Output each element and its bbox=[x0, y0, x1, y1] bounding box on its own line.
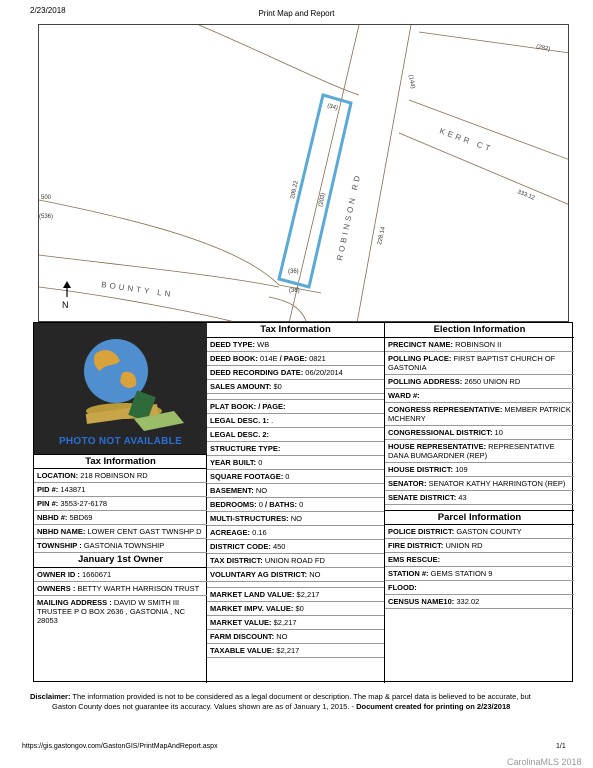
pin-row: PIN #: 3553-27-6178 bbox=[34, 497, 207, 511]
structure-type-row: STRUCTURE TYPE: bbox=[207, 442, 384, 456]
north-arrow-icon bbox=[63, 281, 71, 288]
globe-icon bbox=[34, 323, 207, 454]
north-label: N bbox=[62, 300, 69, 310]
acreage-row: ACREAGE: 0.16 bbox=[207, 526, 384, 540]
mailing-address-row: MAILING ADDRESS : DAVID W SMITH III TRUSTEE P O BOX 2636 , GASTONIA , NC 28053 bbox=[37, 598, 186, 625]
pid-row: PID #: 143871 bbox=[34, 483, 207, 497]
congress-district-row: CONGRESSIONAL DISTRICT: 10 bbox=[385, 426, 574, 440]
map-canvas bbox=[39, 25, 569, 322]
map-label: 209.22 bbox=[290, 180, 300, 200]
road-line bbox=[39, 200, 279, 285]
road-line bbox=[199, 25, 359, 95]
map-label: 228.14 bbox=[377, 226, 387, 246]
deed-type-row: DEED TYPE: WB bbox=[207, 338, 384, 352]
map-label: (36) bbox=[289, 288, 300, 294]
ems-rescue-row: EMS RESCUE: bbox=[385, 553, 574, 567]
map-label: 333.12 bbox=[516, 189, 536, 202]
owner-title: January 1st Owner bbox=[34, 553, 207, 568]
street-label-kerr-ct: KERR CT bbox=[438, 126, 495, 155]
basement-row: BASEMENT: NO bbox=[207, 484, 384, 498]
tax-info-title-left: Tax Information bbox=[34, 454, 207, 469]
map-label: (144) bbox=[407, 74, 416, 90]
bedrooms-row: BEDROOMS: 0 / BATHS: 0 bbox=[207, 498, 384, 512]
disclaimer bbox=[30, 692, 570, 712]
nbhd-name-row: NBHD NAME: LOWER CENT GAST TWNSHP D bbox=[34, 525, 207, 539]
market-land-row: MARKET LAND VALUE: $2,217 bbox=[207, 587, 384, 602]
multi-structures-row: MULTI-STRUCTURES: NO bbox=[207, 512, 384, 526]
document-created-text: Document created for printing on 2/23/2018 bbox=[356, 702, 511, 711]
market-impv-row: MARKET IMPV. VALUE: $0 bbox=[207, 602, 384, 616]
taxable-value-row: TAXABLE VALUE: $2,217 bbox=[207, 644, 384, 658]
map-label: (203) bbox=[318, 192, 327, 208]
right-column bbox=[385, 323, 574, 683]
precinct-row: PRECINCT NAME: ROBINSON II bbox=[385, 338, 574, 352]
census-row: CENSUS NAME10: 332.02 bbox=[385, 595, 574, 609]
flood-row: FLOOD: bbox=[385, 581, 574, 595]
middle-column bbox=[207, 323, 385, 683]
property-photo-placeholder bbox=[34, 323, 207, 454]
owner-id-row: OWNER ID : 1660671 bbox=[34, 568, 207, 582]
fire-district-row: FIRE DISTRICT: UNION RD bbox=[385, 539, 574, 553]
street-label-robinson-rd: ROBINSON RD bbox=[335, 172, 363, 262]
map-label: (36) bbox=[288, 269, 299, 275]
disclaimer-label: Disclaimer: bbox=[30, 692, 71, 701]
station-row: STATION #: GEMS STATION 9 bbox=[385, 567, 574, 581]
photo-not-available-text: PHOTO NOT AVAILABLE bbox=[58, 436, 183, 447]
house-rep-row: HOUSE REPRESENTATIVE: REPRESENTATIVE DANA BUMGARDNER (REP) bbox=[385, 440, 574, 463]
owners-row: OWNERS : BETTY WARTH HARRISON TRUST bbox=[34, 582, 207, 596]
square-footage-row: SQUARE FOOTAGE: 0 bbox=[207, 470, 384, 484]
page-number: 1/1 bbox=[556, 743, 566, 750]
parcel-info-title: Parcel Information bbox=[385, 510, 574, 525]
nbhd-row: NBHD #: 5BD69 bbox=[34, 511, 207, 525]
deed-recording-row: DEED RECORDING DATE: 06/20/2014 bbox=[207, 366, 384, 380]
congress-rep-row: CONGRESS REPRESENTATIVE: MEMBER PATRICK MCHENRY bbox=[385, 403, 574, 426]
disclaimer-text: Gaston County does not guarantee its accuracy. Values shown are as of January 1, 2015. - bbox=[52, 702, 354, 711]
polling-place-row: POLLING PLACE: FIRST BAPTIST CHURCH OF GASTONIA bbox=[385, 352, 574, 375]
road-line bbox=[269, 297, 307, 322]
property-report bbox=[33, 322, 573, 682]
map-label: (282) bbox=[535, 44, 551, 53]
legal-desc-2-row: LEGAL DESC. 2: bbox=[207, 428, 384, 442]
police-district-row: POLICE DISTRICT: GASTON COUNTY bbox=[385, 525, 574, 539]
voluntary-ag-row: VOLUNTARY AG DISTRICT: NO bbox=[207, 568, 384, 582]
market-value-row: MARKET VALUE: $2,217 bbox=[207, 616, 384, 630]
footer-url[interactable]: https://gis.gastongov.com/GastonGIS/PrintMapAndReport.aspx bbox=[22, 743, 218, 750]
tax-info-title: Tax Information bbox=[207, 323, 384, 338]
map-label: (34) bbox=[326, 103, 339, 112]
senator-row: SENATOR: SENATOR KATHY HARRINGTON (REP) bbox=[385, 477, 574, 491]
street-label-bounty-ln: BOUNTY LN bbox=[100, 280, 174, 300]
district-code-row: DISTRICT CODE: 450 bbox=[207, 540, 384, 554]
print-date: 2/23/2018 bbox=[30, 6, 66, 15]
left-column bbox=[34, 323, 207, 683]
map-label: 500 bbox=[41, 195, 52, 201]
farm-discount-row: FARM DISCOUNT: NO bbox=[207, 630, 384, 644]
township-row: TOWNSHIP : GASTONIA TOWNSHIP bbox=[34, 539, 207, 553]
legal-desc-1-row: LEGAL DESC. 1: . bbox=[207, 414, 384, 428]
election-info-title: Election Information bbox=[385, 323, 574, 338]
road-line bbox=[279, 285, 321, 293]
watermark: CarolinaMLS 2018 bbox=[507, 757, 582, 767]
page-title: Print Map and Report bbox=[258, 9, 335, 18]
senate-district-row: SENATE DISTRICT: 43 bbox=[385, 491, 574, 505]
parcel-map[interactable] bbox=[38, 24, 569, 322]
map-label: (536) bbox=[39, 214, 54, 220]
house-district-row: HOUSE DISTRICT: 109 bbox=[385, 463, 574, 477]
plat-book-row: PLAT BOOK: / PAGE: bbox=[207, 399, 384, 414]
ward-row: WARD #: bbox=[385, 389, 574, 403]
road-line bbox=[357, 25, 411, 322]
year-built-row: YEAR BUILT: 0 bbox=[207, 456, 384, 470]
sales-amount-row: SALES AMOUNT: $0 bbox=[207, 380, 384, 394]
location-row: LOCATION: 218 ROBINSON RD bbox=[34, 469, 207, 483]
deed-book-row: DEED BOOK: 014E / PAGE: 0821 bbox=[207, 352, 384, 366]
polling-address-row: POLLING ADDRESS: 2650 UNION RD bbox=[385, 375, 574, 389]
tax-district-row: TAX DISTRICT: UNION ROAD FD bbox=[207, 554, 384, 568]
disclaimer-text: The information provided is not to be considered as a legal document or description. The map & parcel data is believed to be accurate, but bbox=[72, 692, 531, 701]
